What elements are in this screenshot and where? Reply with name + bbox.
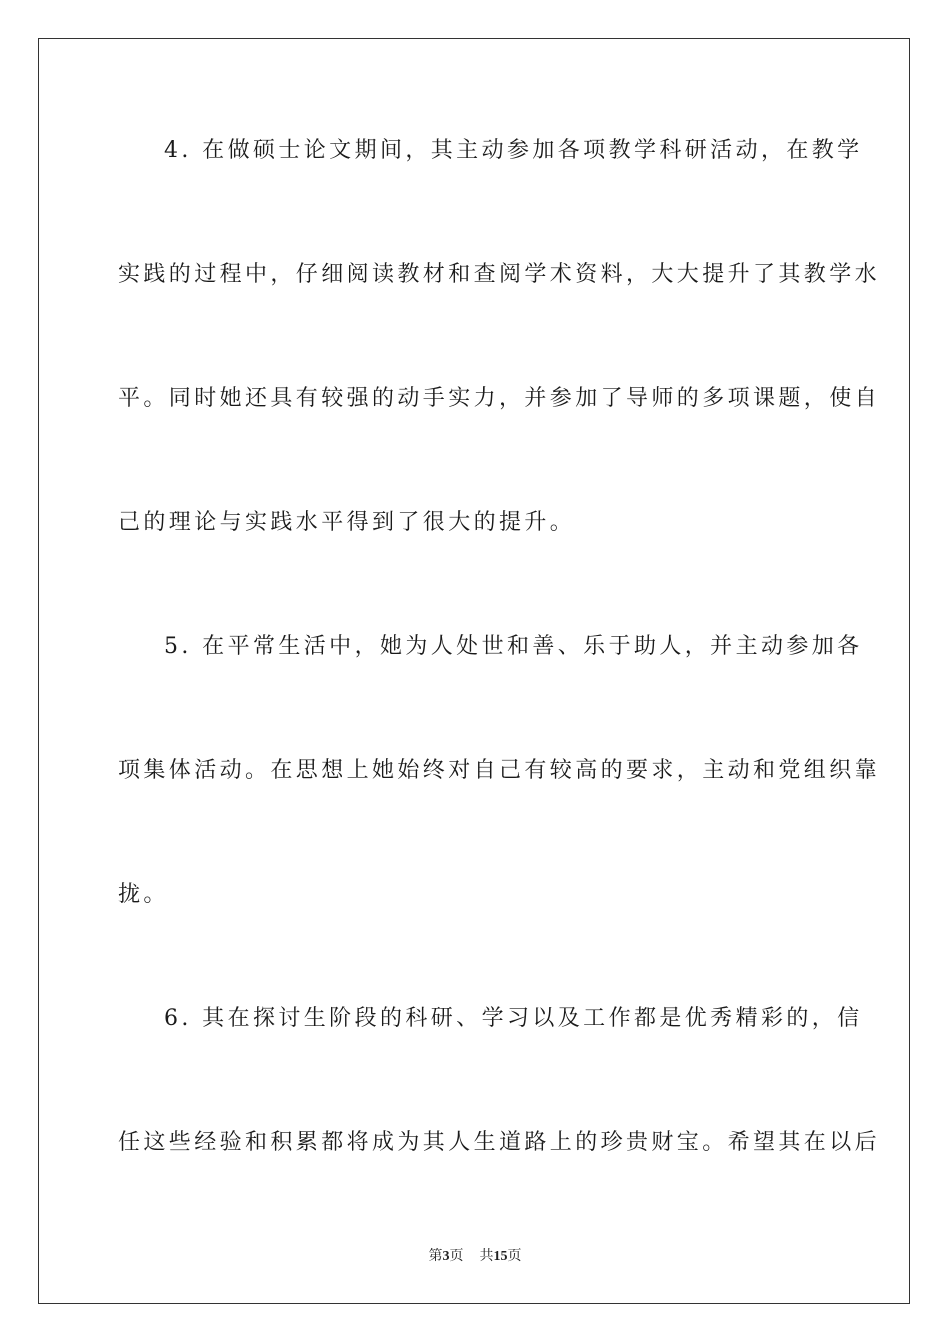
total-pages: 15 [493, 1249, 508, 1264]
paragraph-5-line-2: 项集体活动。在思想上她始终对自己有较高的要求，主动和党组织靠 [118, 758, 881, 783]
total-suffix: 页 [507, 1248, 522, 1264]
paragraph-4-line-4: 己的理论与实践水平得到了很大的提升。 [118, 510, 576, 535]
paragraph-6-line-2: 任这些经验和积累都将成为其人生道路上的珍贵财宝。希望其在以后 [118, 1130, 881, 1155]
paragraph-4-line-2: 实践的过程中，仔细阅读教材和查阅学术资料，大大提升了其教学水 [118, 262, 881, 287]
page-prefix: 第 [428, 1248, 443, 1264]
paragraph-6-line-1: 6. 其在探讨生阶段的科研、学习以及工作都是优秀精彩的，信 [164, 1006, 863, 1031]
total-prefix: 共 [479, 1248, 494, 1264]
page-footer [0, 1247, 950, 1266]
page-number: 3 [442, 1249, 450, 1264]
page-suffix: 页 [449, 1248, 464, 1264]
paragraph-4-line-1: 4. 在做硕士论文期间，其主动参加各项教学科研活动，在教学 [164, 138, 863, 163]
paragraph-5-line-1: 5. 在平常生活中，她为人处世和善、乐于助人，并主动参加各 [164, 634, 863, 659]
paragraph-5-line-3: 拢。 [118, 882, 169, 907]
page-border [38, 38, 910, 1304]
paragraph-4-line-3: 平。同时她还具有较强的动手实力，并参加了导师的多项课题，使自 [118, 386, 881, 411]
